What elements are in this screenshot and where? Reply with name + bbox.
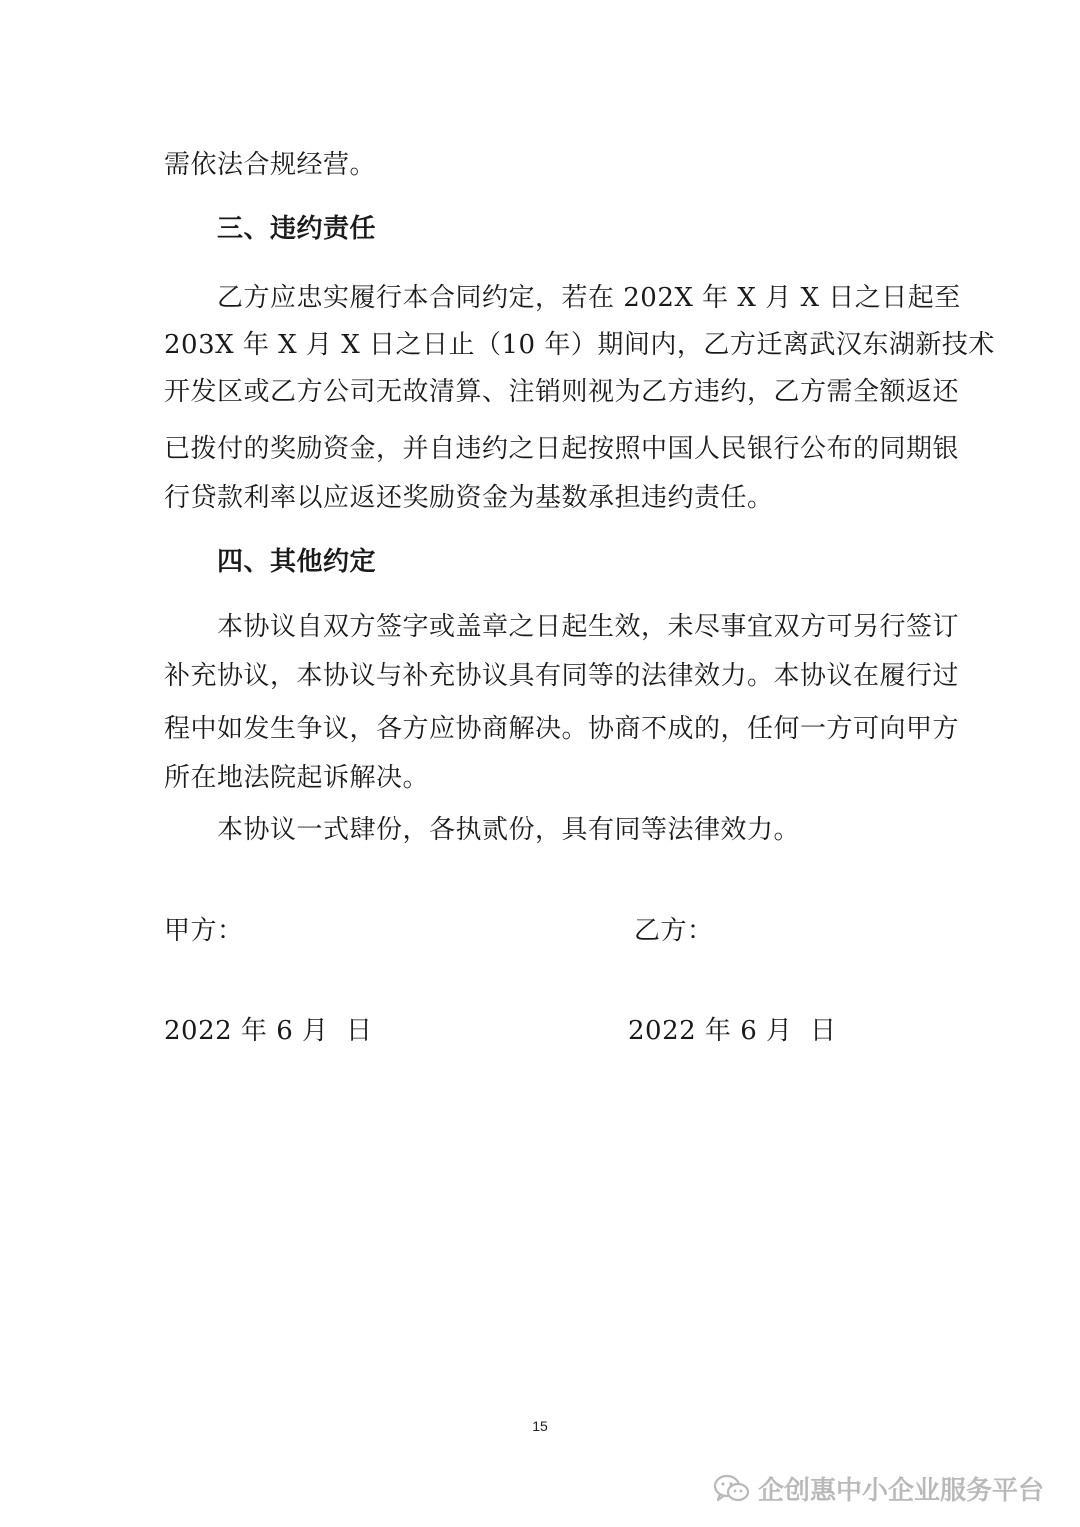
section-4-heading: 四、其他约定 [217,547,377,577]
watermark-text: 企创惠中小企业服务平台 [757,1476,1044,1506]
party-a-date: 2022 年 6 月 日 [164,1016,373,1046]
party-b-date: 2022 年 6 月 日 [628,1016,837,1046]
section-4-paragraph-2: 本协议一式肆份，各执贰份，具有同等法律效力。 [217,815,801,845]
party-a-label: 甲方： [164,916,244,946]
section-4-line: 补充协议，本协议与补充协议具有同等的法律效力。本协议在履行过 [164,661,960,691]
wechat-icon [714,1474,750,1504]
section-3-line: 行贷款利率以应返还奖励资金为基数承担违约责任。 [164,483,774,513]
section-3-line: 203X 年 X 月 X 日之日止（10 年）期间内，乙方迁离武汉东湖新技术 [164,330,995,360]
section-3-line: 已拨付的奖励资金，并自违约之日起按照中国人民银行公布的同期银 [164,434,960,464]
section-4-line: 程中如发生争议，各方应协商解决。协商不成的，任何一方可向甲方 [164,714,960,744]
watermark [714,1470,1044,1507]
section-3-heading: 三、违约责任 [217,214,377,244]
party-b-label: 乙方： [634,916,714,946]
section-4-line: 所在地法院起诉解决。 [164,763,430,793]
section-3-line: 乙方应忠实履行本合同约定，若在 202X 年 X 月 X 日之日起至 [217,283,961,313]
page-number: 15 [532,1418,548,1434]
section-3-line: 开发区或乙方公司无故清算、注销则视为乙方违约，乙方需全额返还 [164,377,960,407]
section-4-line: 本协议自双方签字或盖章之日起生效，未尽事宜双方可另行签订 [217,612,960,642]
continued-text-line: 需依法合规经营。 [164,150,377,180]
